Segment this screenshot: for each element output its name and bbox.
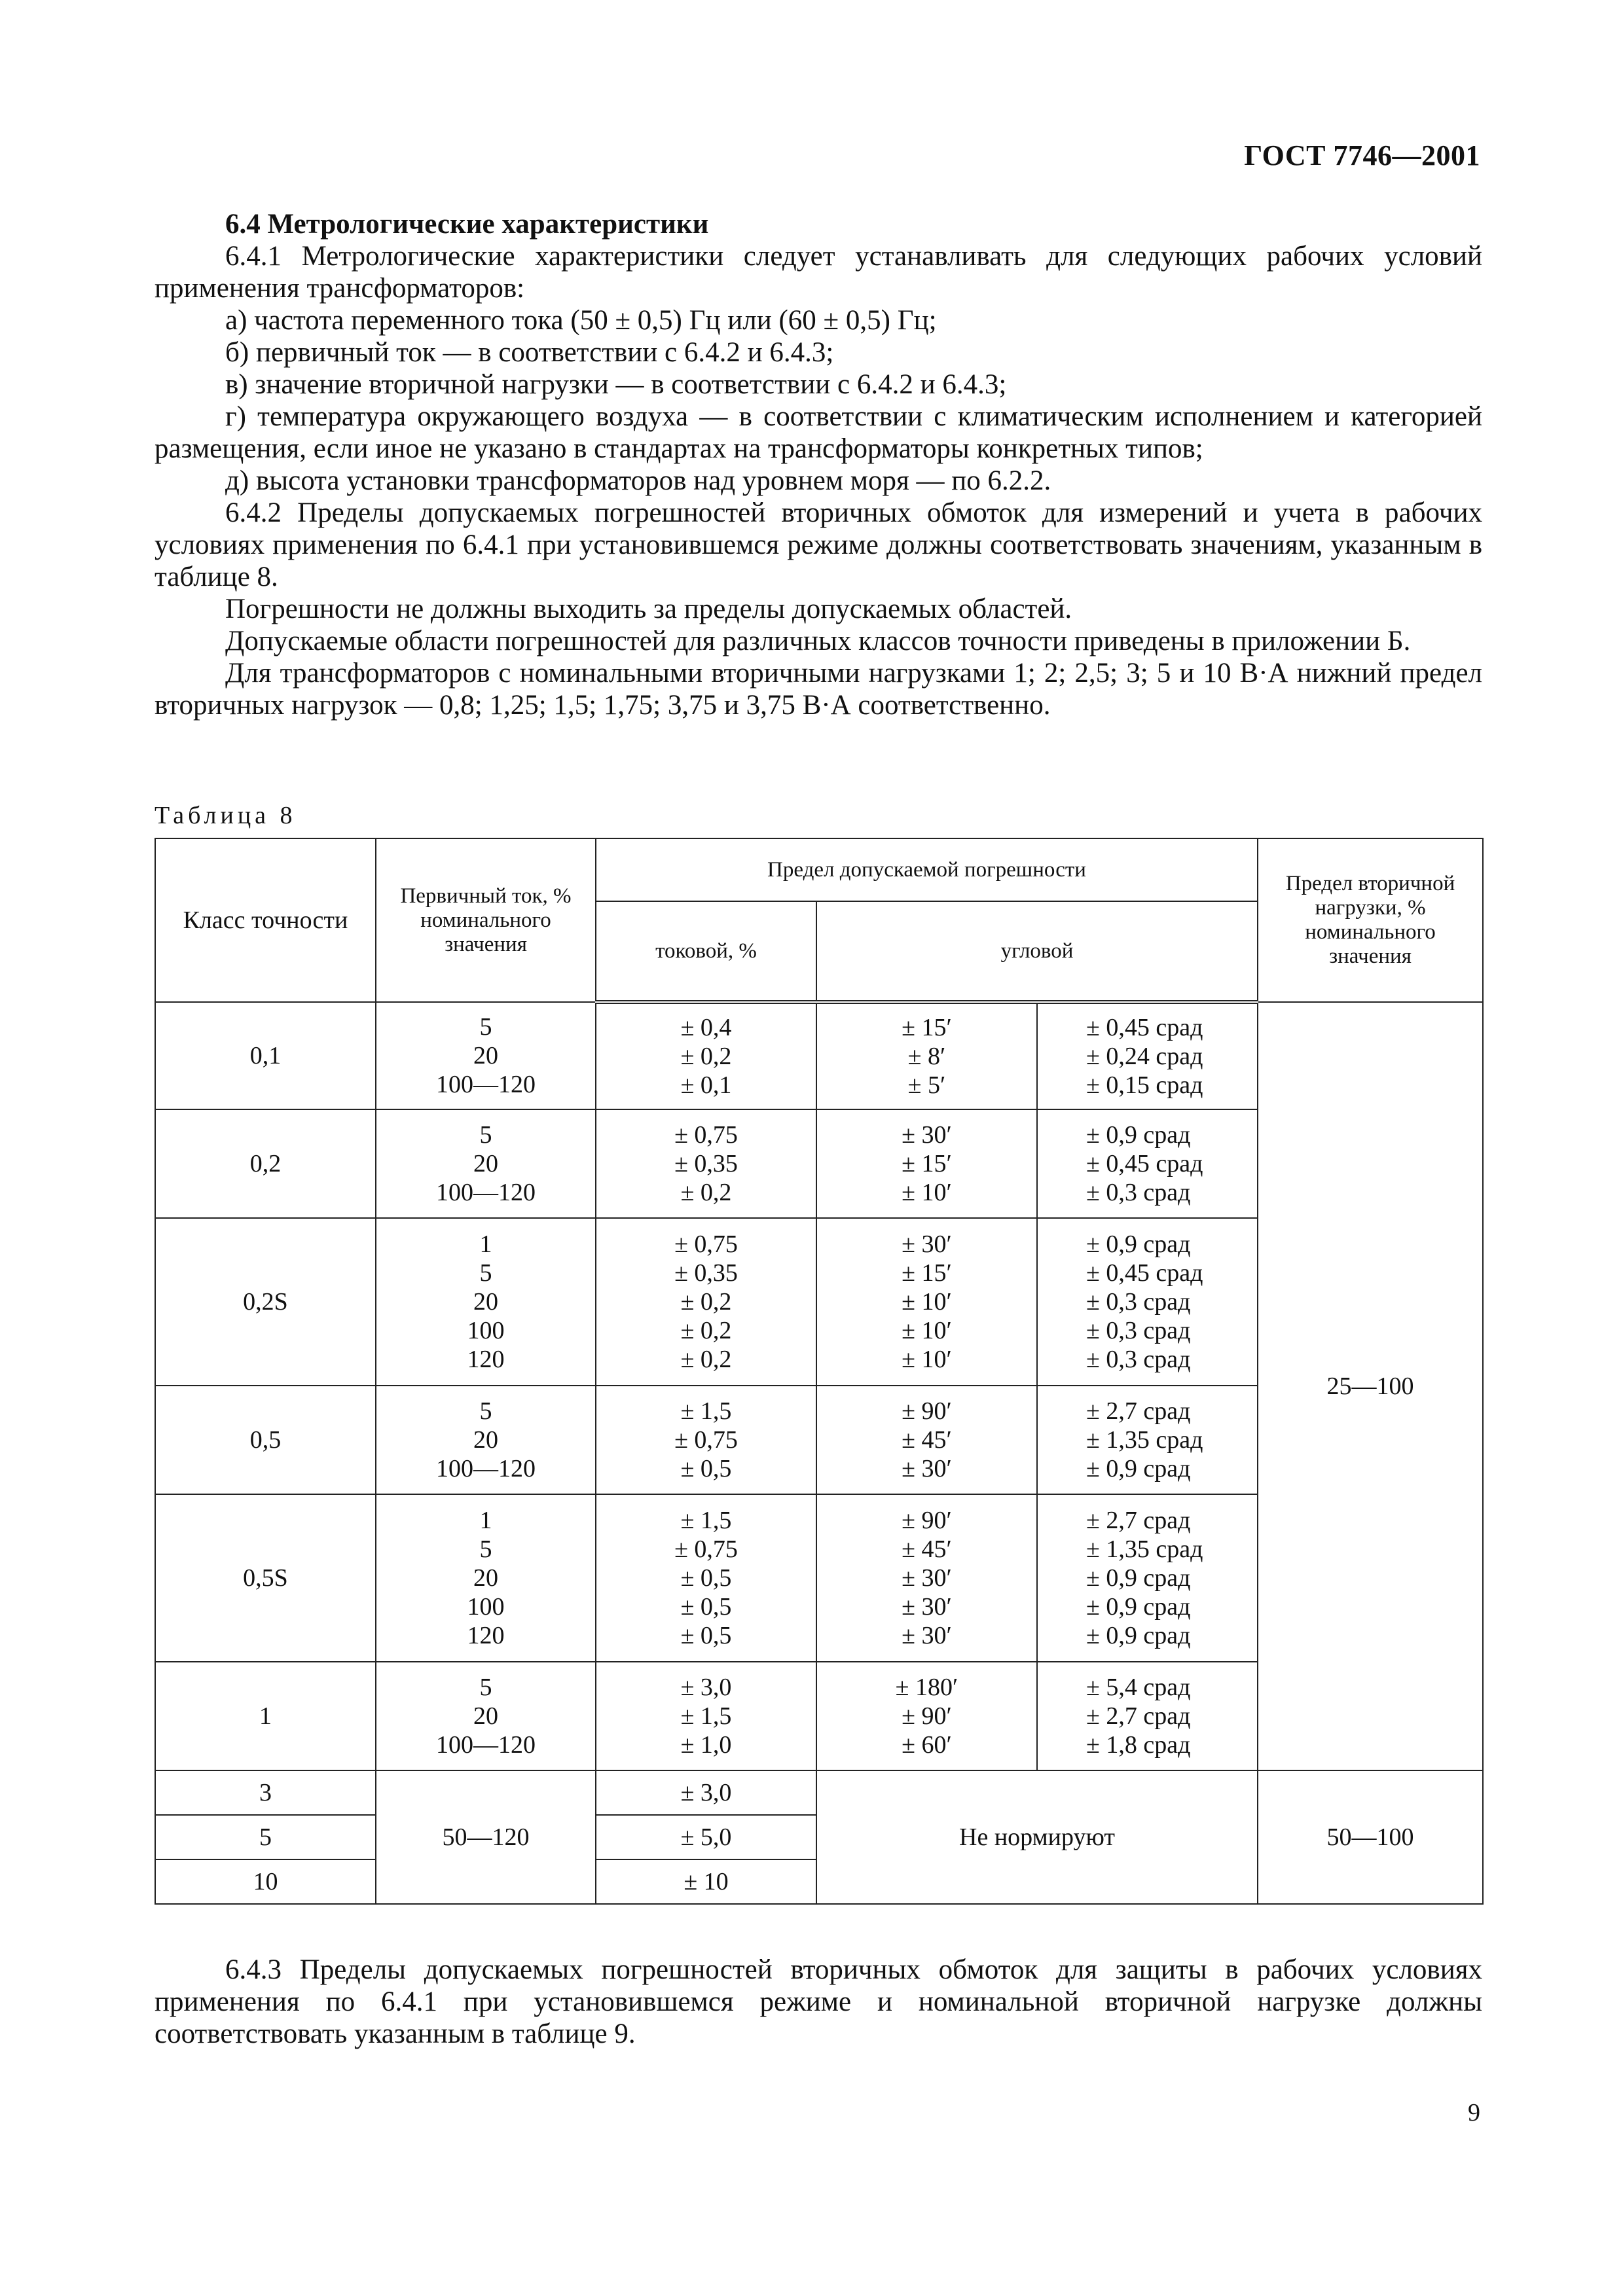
after-table-text	[155, 1954, 1482, 2050]
document-id: ГОСТ 7746—2001	[1244, 139, 1480, 171]
header-secondary-load: Предел вторичной нагрузки, % номинального значения	[1258, 838, 1483, 1002]
list-item: а) частота переменного тока (50 ± 0,5) Гц или (60 ± 0,5) Гц;	[225, 305, 937, 336]
list-item: б) первичный ток — в соответствии с 6.4.2 и 6.4.3;	[225, 337, 834, 368]
list-item: д) высота установки трансформаторов над уровнем моря — по 6.2.2.	[225, 465, 1051, 496]
cell-angular-minutes: ± 90′ ± 45′ ± 30′	[816, 1386, 1037, 1494]
table-row	[155, 1002, 1483, 1109]
cell-class: 1	[155, 1662, 376, 1770]
cell-current: 5 20 100—120	[376, 1662, 596, 1770]
table-caption: Таблица 8	[155, 802, 297, 829]
cell-class: 0,5S	[155, 1494, 376, 1662]
cell-angular-crad: ± 0,45 срад ± 0,24 срад ± 0,15 срад	[1037, 1002, 1258, 1109]
cell-angular-minutes: ± 30′ ± 15′ ± 10′	[816, 1109, 1037, 1218]
list-item: в) значение вторичной нагрузки — в соответствии с 6.4.2 и 6.4.3;	[225, 369, 1007, 400]
header-current-error: токовой, %	[596, 901, 816, 1002]
paragraph: 6.4.1 Метрологические характеристики следует устанавливать для следующих рабочих условий применения трансформаторов:	[155, 241, 1482, 304]
cell-current: 5 20 100—120	[376, 1109, 596, 1218]
cell-class: 5	[155, 1815, 376, 1859]
paragraph: 6.4.2 Пределы допускаемых погрешностей вторичных обмоток для измерений и учета в рабочих условиях применения по 6.4.1 при установившемся режиме должны соответствовать значениям, указанным в таблице 8.	[155, 497, 1482, 592]
paragraph: Допускаемые области погрешностей для различных классов точности приведены в приложении Б.	[225, 626, 1411, 656]
cell-angular-minutes: ± 90′ ± 45′ ± 30′ ± 30′ ± 30′	[816, 1494, 1037, 1662]
cell-load-limit: 25—100	[1258, 1002, 1483, 1770]
paragraph: Погрешности не должны выходить за пределы допускаемых областей.	[225, 594, 1072, 624]
cell-current-error: ± 1,5 ± 0,75 ± 0,5	[596, 1386, 816, 1494]
cell-current: 1 5 20 100 120	[376, 1218, 596, 1386]
cell-angular-not-normalized: Не нормируют	[816, 1770, 1258, 1904]
header-angular-error: угловой	[816, 901, 1258, 1002]
cell-current-error: ± 0,75 ± 0,35 ± 0,2	[596, 1109, 816, 1218]
cell-load-limit: 50—100	[1258, 1770, 1483, 1904]
cell-angular-minutes: ± 30′ ± 15′ ± 10′ ± 10′ ± 10′	[816, 1218, 1037, 1386]
cell-current: 1 5 20 100 120	[376, 1494, 596, 1662]
cell-current-error: ± 3,0	[596, 1770, 816, 1815]
cell-current-error: ± 0,75 ± 0,35 ± 0,2 ± 0,2 ± 0,2	[596, 1218, 816, 1386]
paragraph: 6.4.3 Пределы допускаемых погрешностей вторичных обмоток для защиты в рабочих условиях применения по 6.4.1 при установившемся режиме и номинальной вторичной нагрузке должны соответствовать указанным в таблице 9.	[155, 1954, 1482, 2049]
cell-current: 50—120	[376, 1770, 596, 1904]
cell-class: 0,2S	[155, 1218, 376, 1386]
cell-angular-crad: ± 0,9 срад ± 0,45 срад ± 0,3 срад	[1037, 1109, 1258, 1218]
cell-angular-crad: ± 0,9 срад ± 0,45 срад ± 0,3 срад ± 0,3 срад ± 0,3 срад	[1037, 1218, 1258, 1386]
cell-class: 0,5	[155, 1386, 376, 1494]
cell-current-error: ± 10	[596, 1859, 816, 1904]
cell-current-error: ± 1,5 ± 0,75 ± 0,5 ± 0,5 ± 0,5	[596, 1494, 816, 1662]
cell-angular-crad: ± 2,7 срад ± 1,35 срад ± 0,9 срад ± 0,9 срад ± 0,9 срад	[1037, 1494, 1258, 1662]
cell-angular-minutes: ± 180′ ± 90′ ± 60′	[816, 1662, 1037, 1770]
list-item: г) температура окружающего воздуха — в соответствии с климатическим исполнением и категорией размещения, если иное не указано в стандартах на трансформаторы конкретных типов;	[155, 401, 1482, 464]
cell-current-error: ± 3,0 ± 1,5 ± 1,0	[596, 1662, 816, 1770]
cell-angular-minutes: ± 15′ ± 8′ ± 5′	[816, 1002, 1037, 1109]
cell-current-error: ± 0,4 ± 0,2 ± 0,1	[596, 1002, 816, 1109]
cell-current-error: ± 5,0	[596, 1815, 816, 1859]
table-row	[155, 1770, 1483, 1815]
cell-class: 10	[155, 1859, 376, 1904]
cell-angular-crad: ± 5,4 срад ± 2,7 срад ± 1,8 срад	[1037, 1662, 1258, 1770]
section-heading: 6.4 Метрологические характеристики	[225, 209, 709, 240]
cell-angular-crad: ± 2,7 срад ± 1,35 срад ± 0,9 срад	[1037, 1386, 1258, 1494]
section-text	[155, 208, 1482, 721]
cell-class: 0,2	[155, 1109, 376, 1218]
header-primary-current: Первичный ток, % номинального значения	[376, 838, 596, 1002]
accuracy-table	[155, 838, 1484, 1905]
cell-current: 5 20 100—120	[376, 1386, 596, 1494]
cell-current: 5 20 100—120	[376, 1002, 596, 1109]
cell-class: 0,1	[155, 1002, 376, 1109]
cell-class: 3	[155, 1770, 376, 1815]
paragraph: Для трансформаторов с номинальными вторичными нагрузками 1; 2; 2,5; 3; 5 и 10 В·А нижний предел вторичных нагрузок — 0,8; 1,25; 1,5; 1,75; 3,75 и 3,75 В·А соответственно.	[155, 658, 1482, 721]
header-accuracy-class: Класс точности	[155, 838, 376, 1002]
header-error-limit: Предел допускаемой погрешности	[596, 838, 1258, 901]
page-number: 9	[1468, 2099, 1480, 2126]
